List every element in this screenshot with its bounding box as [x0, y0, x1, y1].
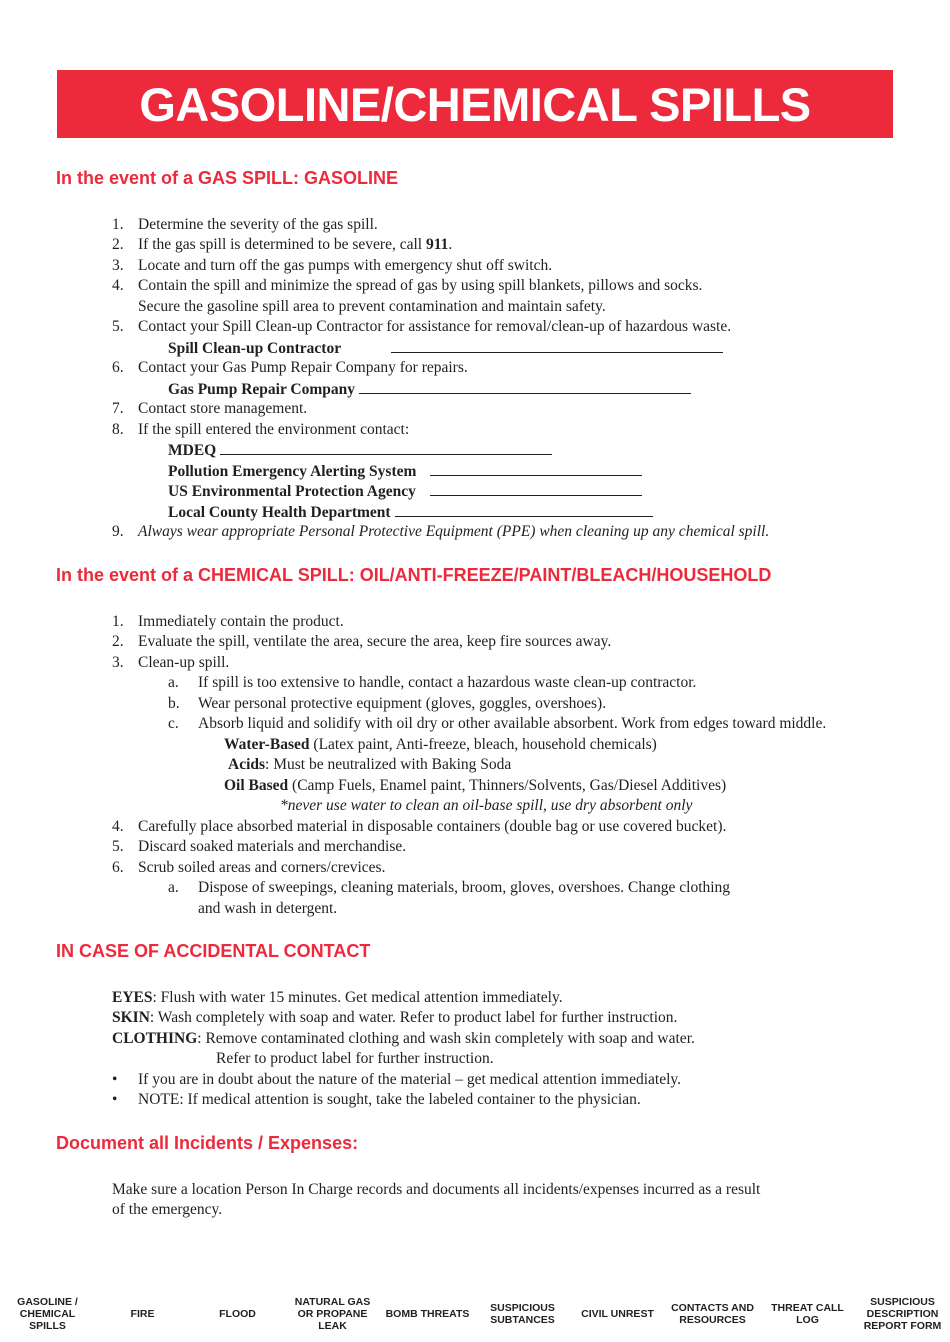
chem-step-1: 1. Immediately contain the product.	[112, 613, 344, 630]
tab-contacts-resources[interactable]: CONTACTS AND RESOURCES	[671, 1302, 754, 1326]
epa-field: US Environmental Protection Agency	[168, 481, 642, 502]
chemical-spill-heading: In the event of a CHEMICAL SPILL: OIL/ANTI-FREEZE/PAINT/BLEACH/HOUSEHOLD	[56, 565, 772, 585]
county-health-field: Local County Health Department	[168, 502, 653, 523]
spill-contractor-field: Spill Clean-up Contractor	[168, 338, 723, 359]
tab-natural-gas-propane-leak[interactable]: NATURAL GAS OR PROPANE LEAK	[294, 1296, 371, 1332]
county-health-blank[interactable]	[395, 502, 653, 517]
clothing-instruction: CLOTHING: Remove contaminated clothing and wash skin completely with soap and water.	[112, 1030, 695, 1047]
pollution-alert-blank[interactable]	[430, 461, 642, 476]
chem-step-6a-cont: and wash in detergent.	[198, 900, 338, 917]
tab-suspicious-substances[interactable]: SUSPICIOUS SUBTANCES	[490, 1302, 555, 1326]
document-text-2: of the emergency.	[112, 1201, 223, 1218]
mdeq-blank[interactable]	[220, 440, 552, 455]
chem-step-2: 2. Evaluate the spill, ventilate the area, secure the area, keep fire sources away.	[112, 633, 612, 650]
acids-note: Acids: Must be neutralized with Baking Soda	[228, 756, 512, 773]
mdeq-field: MDEQ	[168, 440, 552, 461]
footer-nav	[0, 1290, 950, 1338]
chem-step-5: 5. Discard soaked materials and merchandise.	[112, 838, 407, 855]
bullet-note: • NOTE: If medical attention is sought, take the labeled container to the physician.	[112, 1091, 641, 1108]
tab-gasoline-chemical-spills[interactable]: GASOLINE / CHEMICAL SPILLS	[17, 1296, 78, 1332]
eyes-instruction: EYES: Flush with water 15 minutes. Get medical attention immediately.	[112, 989, 563, 1006]
accidental-contact-heading: IN CASE OF ACCIDENTAL CONTACT	[56, 941, 371, 961]
gas-step-3: 3. Locate and turn off the gas pumps with emergency shut off switch.	[112, 257, 553, 274]
tab-suspicious-description-form[interactable]: SUSPICIOUS DESCRIPTION REPORT FORM	[863, 1296, 942, 1332]
chem-step-3a: a. If spill is too extensive to handle, contact a hazardous waste clean-up contractor.	[168, 674, 697, 691]
tab-flood[interactable]: FLOOD	[219, 1308, 256, 1320]
never-water-note: *never use water to clean an oil-base spill, use dry absorbent only	[280, 797, 693, 814]
tab-bomb-threats[interactable]: BOMB THREATS	[385, 1308, 470, 1320]
tab-fire[interactable]: FIRE	[130, 1308, 155, 1320]
spill-contractor-blank[interactable]	[391, 338, 723, 353]
epa-blank[interactable]	[430, 481, 642, 496]
document-text-1: Make sure a location Person In Charge records and documents all incidents/expenses incurred as a result	[112, 1181, 761, 1198]
pollution-alert-field: Pollution Emergency Alerting System	[168, 461, 642, 482]
chem-step-3: 3. Clean-up spill.	[112, 654, 230, 671]
skin-instruction: SKIN: Wash completely with soap and water. Refer to product label for further instruction.	[112, 1009, 678, 1026]
gas-step-5: 5. Contact your Spill Clean-up Contractor for assistance for removal/clean-up of hazardous waste.	[112, 318, 732, 335]
clothing-instruction-cont: Refer to product label for further instruction.	[216, 1050, 494, 1067]
pump-repair-blank[interactable]	[359, 379, 691, 394]
chem-step-6a: a. Dispose of sweepings, cleaning materials, broom, gloves, overshoes. Change clothing	[168, 879, 731, 896]
chem-step-6: 6. Scrub soiled areas and corners/crevices.	[112, 859, 386, 876]
gas-step-2: 2. If the gas spill is determined to be severe, call 911.	[112, 236, 453, 253]
page-title: GASOLINE/CHEMICAL SPILLS	[139, 77, 811, 131]
title-banner	[57, 70, 893, 138]
gas-step-8: 8. If the spill entered the environment contact:	[112, 421, 410, 438]
chem-step-3b: b. Wear personal protective equipment (gloves, goggles, overshoes).	[168, 695, 607, 712]
gas-step-4: 4. Contain the spill and minimize the spread of gas by using spill blankets, pillows and socks.	[112, 277, 703, 294]
tab-civil-unrest[interactable]: CIVIL UNREST	[581, 1308, 654, 1320]
gas-spill-heading: In the event of a GAS SPILL: GASOLINE	[56, 168, 399, 188]
document-heading: Document all Incidents / Expenses:	[56, 1133, 359, 1153]
gas-step-4-cont: Secure the gasoline spill area to prevent contamination and maintain safety.	[138, 298, 606, 315]
gas-step-1: 1. Determine the severity of the gas spill.	[112, 216, 378, 233]
oil-based-note: Oil Based (Camp Fuels, Enamel paint, Thinners/Solvents, Gas/Diesel Additives)	[224, 777, 727, 794]
water-based-note: Water-Based (Latex paint, Anti-freeze, bleach, household chemicals)	[224, 736, 657, 753]
gas-step-7: 7. Contact store management.	[112, 400, 308, 417]
tab-threat-call-log[interactable]: THREAT CALL LOG	[771, 1302, 844, 1326]
chem-step-4: 4. Carefully place absorbed material in disposable containers (double bag or use covered bucket).	[112, 818, 727, 835]
gas-step-9: 9. Always wear appropriate Personal Protective Equipment (PPE) when cleaning up any chemical spill.	[112, 523, 770, 540]
bullet-doubt: • If you are in doubt about the nature of the material – get medical attention immediately.	[112, 1071, 682, 1088]
gas-step-6: 6. Contact your Gas Pump Repair Company for repairs.	[112, 359, 468, 376]
chem-step-3c: c. Absorb liquid and solidify with oil dry or other available absorbent. Work from edges toward middle.	[168, 715, 827, 732]
pump-repair-field: Gas Pump Repair Company	[168, 379, 691, 400]
